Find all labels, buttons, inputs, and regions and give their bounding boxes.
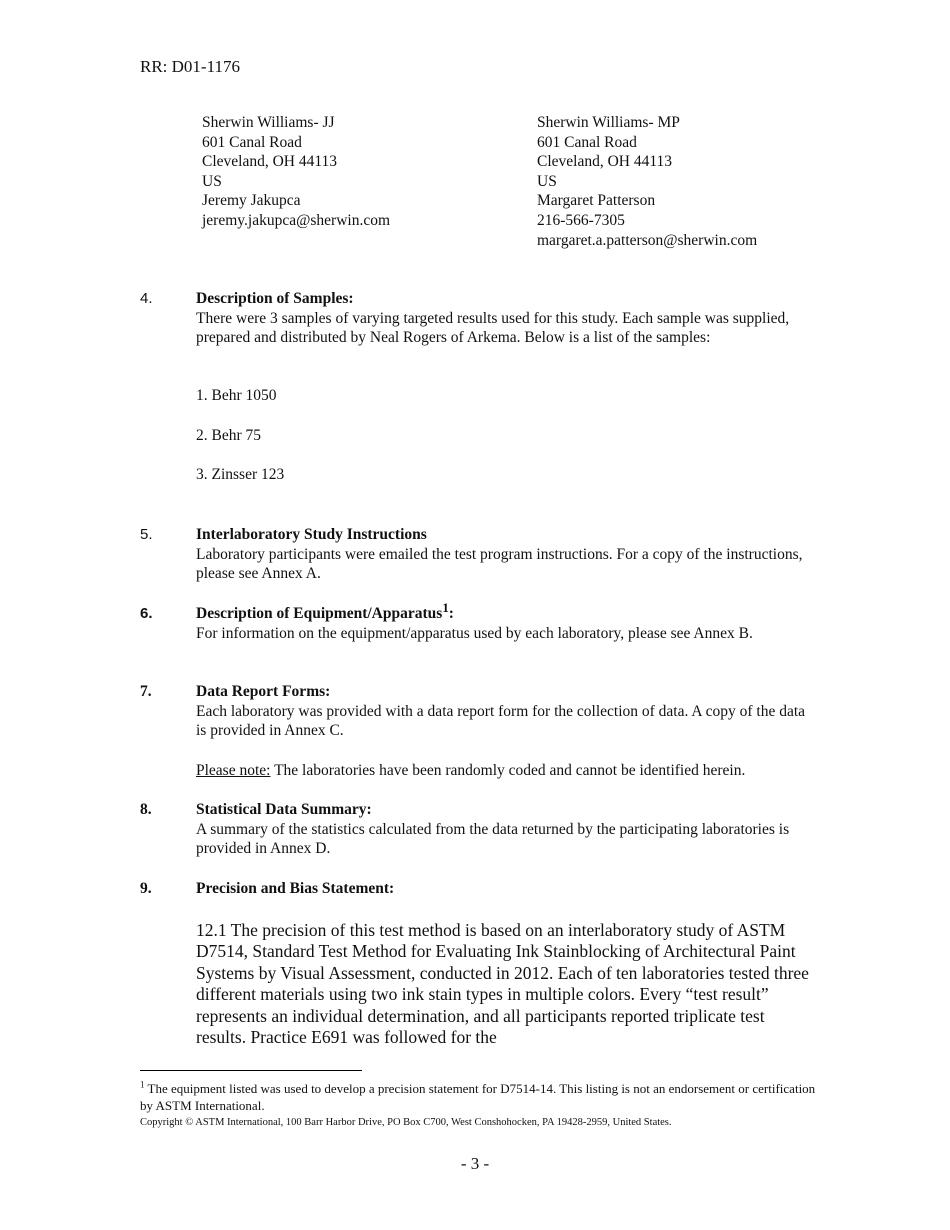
address-line: Margaret Patterson [537,192,656,210]
section-5 [196,525,816,584]
section-5-number: 5. [140,526,153,543]
copyright-notice: Copyright © ASTM International, 100 Barr Harbor Drive, PO Box C700, West Conshohocken, PA 19428-2959, United States. [140,1117,672,1128]
section-5-heading: Interlaboratory Study Instructions [196,526,427,543]
section-6-number: 6. [140,605,153,622]
address-line: Sherwin Williams- MP [537,114,680,131]
note-label: Please note: [196,762,271,779]
footnote [140,1080,820,1114]
section-9-heading: Precision and Bias Statement: [196,880,395,897]
note-text: The laboratories have been randomly coded and cannot be identified herein. [270,762,746,779]
report-id: RR: D01-1176 [140,57,240,76]
section-4-heading: Description of Samples: [196,290,354,307]
section-7-number: 7. [140,683,152,700]
section-7-heading: Data Report Forms: [196,683,331,700]
address-line: 601 Canal Road [537,133,637,151]
section-8-text: A summary of the statistics calculated from the data returned by the participating laboratories is provided in Annex D. [196,820,790,858]
section-8-heading: Statistical Data Summary: [196,801,372,818]
footnote-text: The equipment listed was used to develop a precision statement for D7514-14. This listing is not an endorsement or certification by ASTM International. [140,1081,816,1113]
section-6-heading-text: Description of Equipment/Apparatus [196,605,443,622]
address-line: Jeremy Jakupca [202,192,301,210]
address-line: US [202,172,222,190]
precision-paragraph: 12.1 The precision of this test method is based on an interlaboratory study of ASTM D7514, Standard Test Method for Evaluating Ink Stainblocking of Architectural Paint Systems by Visual Assessment, conducted in 2012. Each of ten laboratories tested three different materials using two ink stain types in multiple colors. Every “test result” represents an individual determination, and all participants reported triplicate test results. Practice E691 was followed for the [196,920,809,1048]
section-6-heading [196,599,816,624]
section-7-text: Each laboratory was provided with a data report form for the collection of data. A copy of the data is provided in Annex C. [196,702,806,740]
address-line: 601 Canal Road [202,133,302,151]
heading-colon: : [448,605,454,622]
section-5-text: Laboratory participants were emailed the test program instructions. For a copy of the instructions, please see Annex A. [196,545,803,583]
section-8 [196,800,816,859]
address-email: margaret.a.patterson@sherwin.com [537,231,758,249]
section-6-text: For information on the equipment/apparatus used by each laboratory, please see Annex B. [196,624,753,642]
page-number: - 3 - [460,1154,490,1173]
address-block-jj [202,113,390,231]
address-line: US [537,172,557,190]
address-email: jeremy.jakupca@sherwin.com [202,211,391,229]
sample-item: 3. Zinsser 123 [196,466,285,483]
section-7-note [196,761,816,781]
section-4-text: There were 3 samples of varying targeted results used for this study. Each sample was supplied, prepared and distributed by Neal Rogers of Arkema. Below is a list of the samples: [196,309,790,347]
footnote-marker: 1 [140,1079,145,1090]
sample-item: 2. Behr 75 [196,427,262,444]
section-6 [196,599,816,643]
section-7 [196,682,816,741]
address-line: Cleveland, OH 44113 [537,153,673,171]
section-8-number: 8. [140,801,152,818]
address-phone: 216-566-7305 [537,211,625,229]
sample-item: 1. Behr 1050 [196,387,277,404]
address-line: Sherwin Williams- JJ [202,114,335,131]
address-block-mp [537,113,757,250]
section-4 [196,289,816,348]
section-4-number: 4. [140,290,153,307]
section-9-number: 9. [140,880,152,897]
footnote-ref: 1 [442,599,449,615]
footnote-divider [140,1070,362,1071]
address-line: Cleveland, OH 44113 [202,153,338,171]
